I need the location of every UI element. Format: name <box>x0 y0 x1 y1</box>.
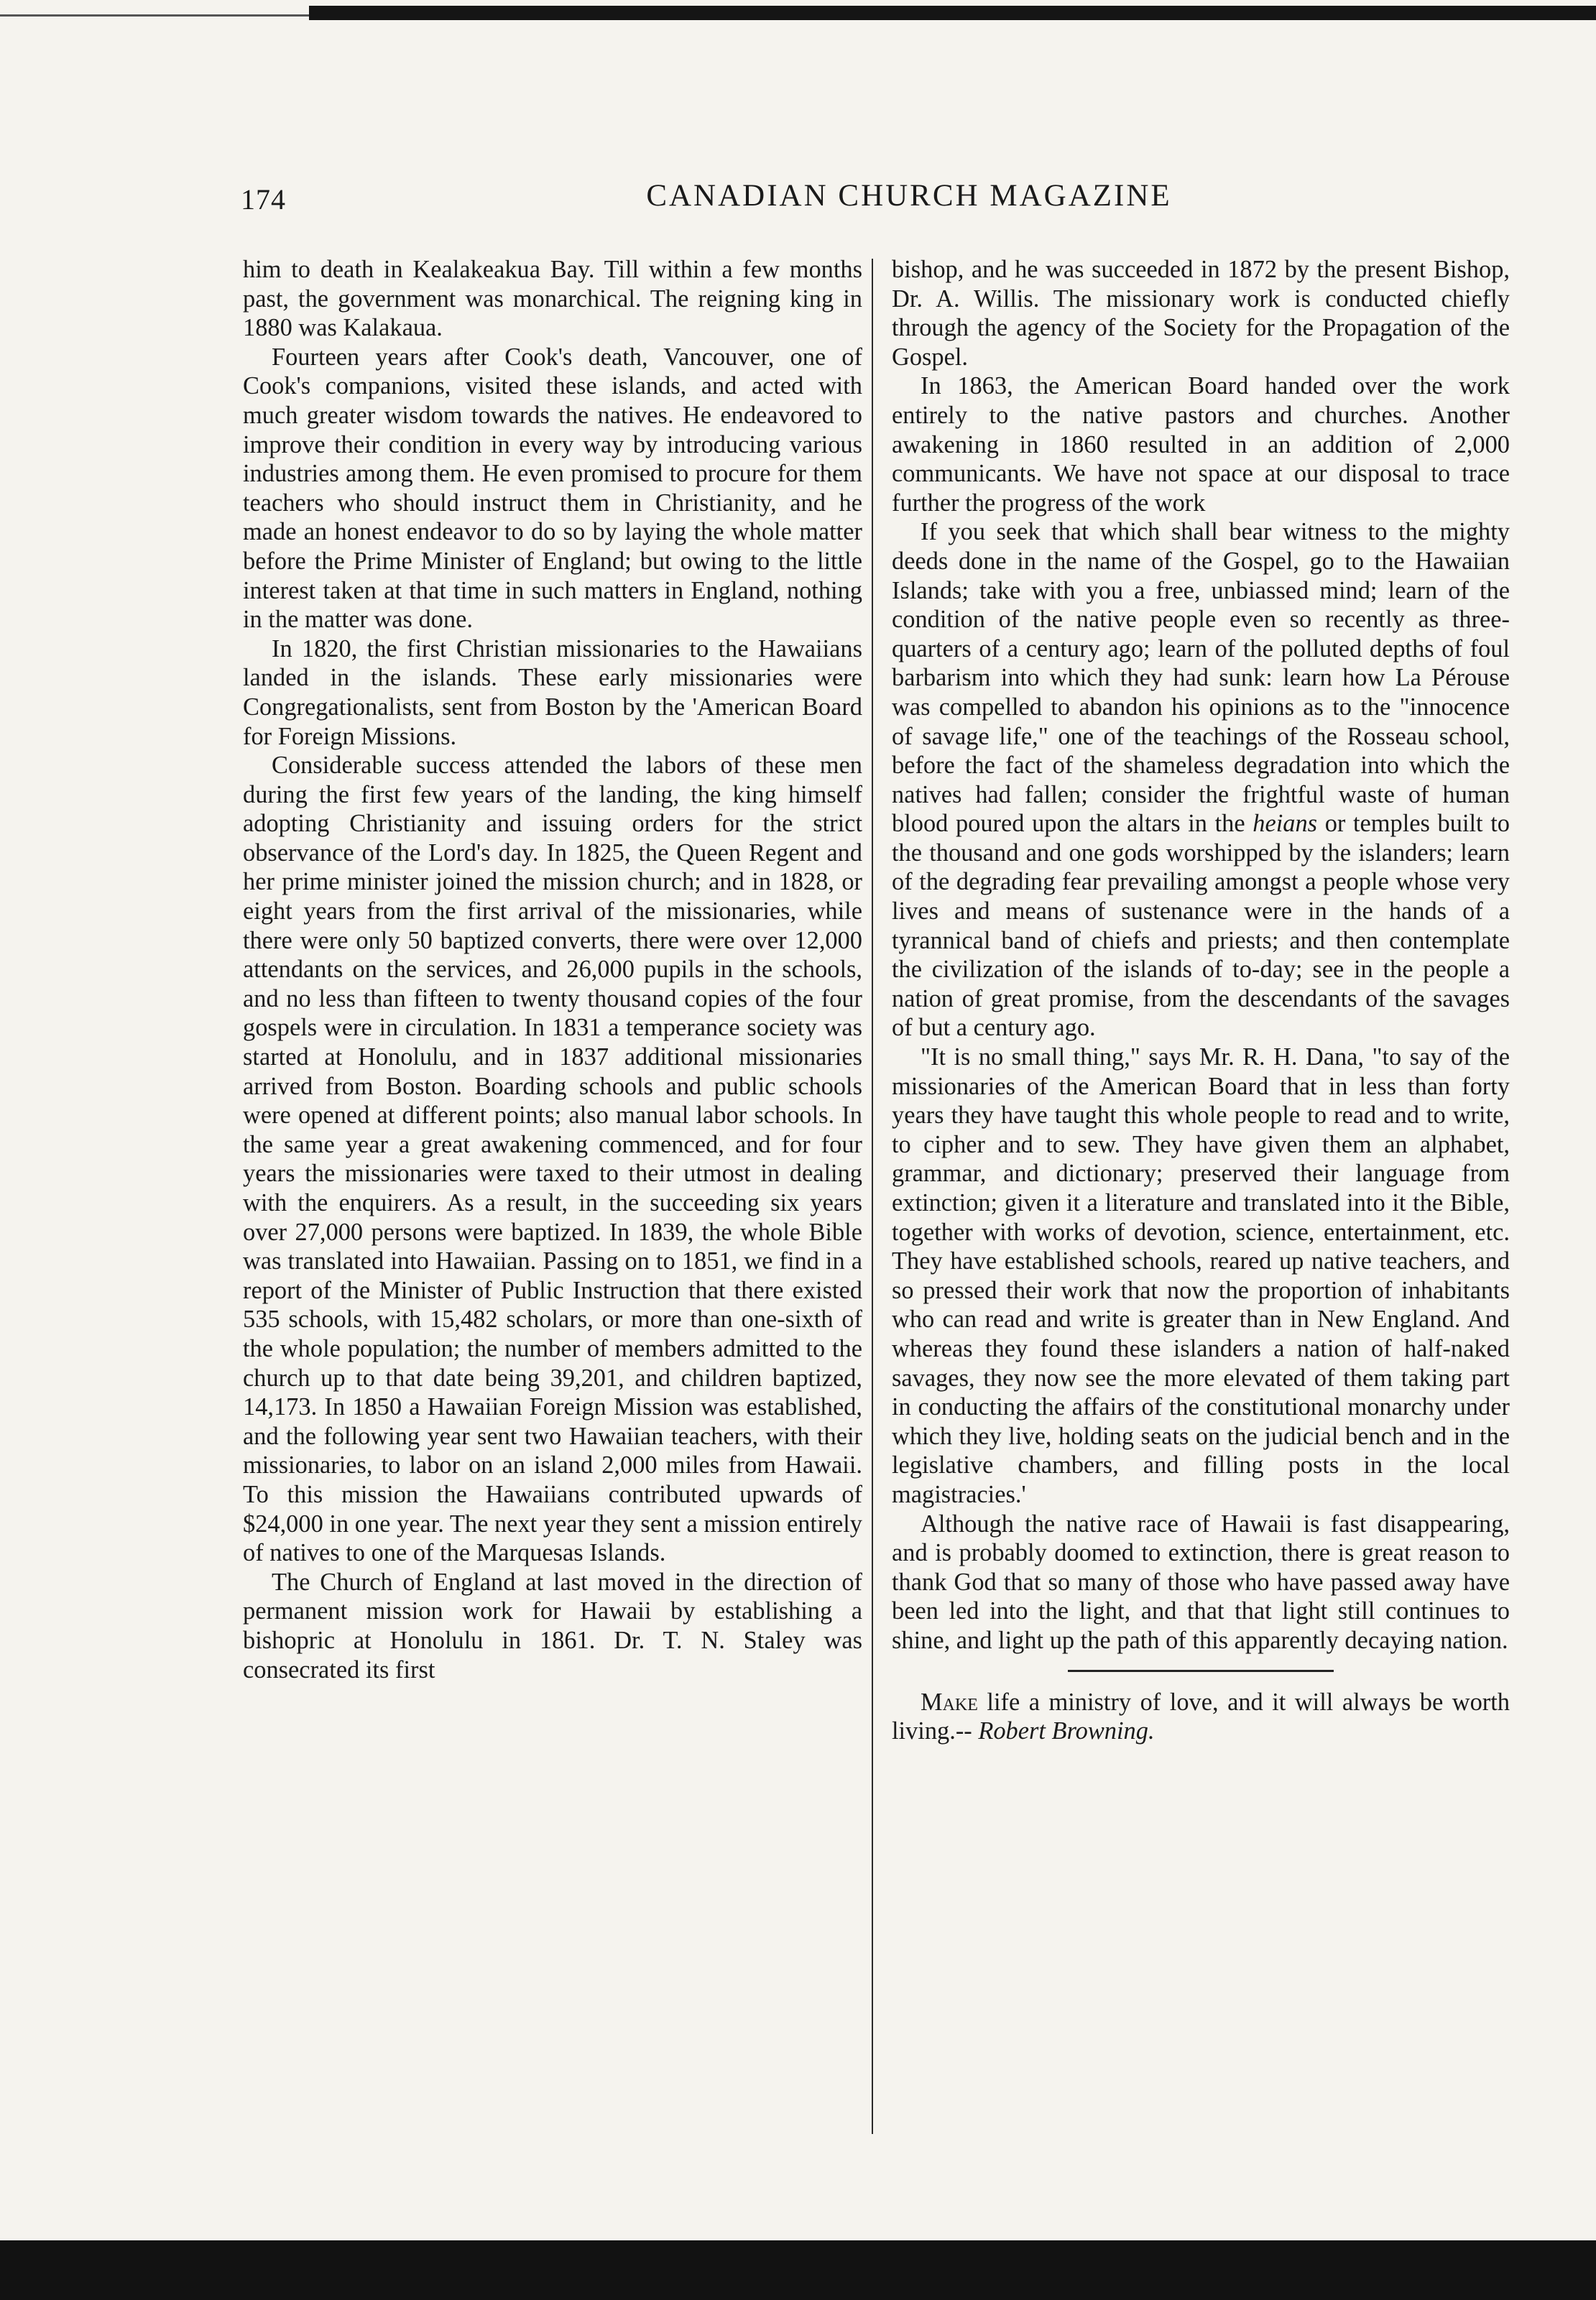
column-divider <box>872 259 873 2134</box>
paragraph: The Church of England at last moved in the direction of permanent mission work for Hawaii by establishing a bishopric at Honolulu in 1861. Dr. T. N. Staley was consecrated its first <box>243 1568 862 1684</box>
paragraph: Considerable success attended the labors of these men during the first few years of the landing, the king himself adopting Christianity and issuing orders for the strict observance of the Lord's day. In 1825, the Queen Regent and her prime minister joined the mission church; and in 1828, or eight years from the first arrival of the missionaries, while there were only 50 baptized converts, there were over 12,000 attendants on the services, and 26,000 pupils in the schools, and no less than fifteen to twenty thousand copies of the four gospels were in circulation. In 1831 a temperance society was started at Honolulu, and in 1837 additional missionaries arrived from Boston. Boarding schools and public schools were opened at different points; also manual labor schools. In the same year a great awakening commenced, and for four years the missionaries were taxed to their utmost in dealing with the enquirers. As a result, in the succeeding six years over 27,000 persons were baptized. In 1839, the whole Bible was translated into Hawaiian. Passing on to 1851, we find in a report of the Minister of Public Instruction that there existed 535 schools, with 15,482 scholars, or more than one-sixth of the whole population; the number of members admitted to the church up to that date being 39,201, and children baptized, 14,173. In 1850 a Hawaiian Foreign Mission was established, and the following year sent two Hawaiian teachers, with their missionaries, to labor on an island 2,000 miles from Hawaii. To this mission the Hawaiians contributed upwards of $24,000 in one year. The next year they sent a mission entirely of natives to one of the Marquesas Islands. <box>243 752 862 1567</box>
right-column <box>892 255 1510 1746</box>
paragraph: Although the native race of Hawaii is fast disappearing, and is probably doomed to extinction, there is great reason to thank God that so many of those who have passed away have been led into the light, and that that light still continues to shine, and light up the path of this apparently decaying nation. <box>892 1510 1510 1654</box>
top-border-rule <box>309 6 1596 20</box>
quotation-paragraph: "It is no small thing," says Mr. R. H. Dana, "to say of the missionaries of the American Board that in less than forty years they have taught this whole people to read and to write, to cipher and to sew. They have given them an alphabet, grammar, and dictionary; preserved their language from extinction; given it a literature and translated into it the Bible, together with works of devotion, science, entertainment, etc. They have established schools, reared up native teachers, and so pressed their work that now the proportion of inhabitants who can read and write is greater than in New England. And whereas they found these islanders a nation of half-naked savages, they now see the more elevated of them taking part in conducting the affairs of the constitutional monarchy under which they live, holding seats on the judicial bench and in the legislative chambers, and filling posts in the local magistracies.' <box>892 1043 1510 1508</box>
paragraph-text: or temples built to the thousand and one gods worshipped by the islanders; learn of the degrading fear prevailing amongst a people whose very lives and means of sustenance were in the hands of a tyrannical band of chiefs and priests; and then contemplate the civilization of the islands of to-day; see in the people a nation of great promise, from the descendants of the savages of but a century ago. <box>892 810 1510 1042</box>
epigram-author: Robert Browning. <box>978 1717 1155 1745</box>
paragraph: him to death in Kealakeakua Bay. Till within a few months past, the government was monarchical. The reigning king in 1880 was Kalakaua. <box>243 256 862 342</box>
epigram-body: life a ministry of love, and it will always be worth living.-- <box>892 1688 1510 1745</box>
paragraph: Fourteen years after Cook's death, Vancouver, one of Cook's companions, visited these islands, and acted with much greater wisdom towards the natives. He endeavored to improve their condition in every way by introducing various industries among them. He even promised to procure for them teachers who should instruct them in Christianity, and he made an honest endeavor to do so by laying the whole matter before the Prime Minister of England; but owing to the little interest taken at that time in such matters in England, nothing in the matter was done. <box>243 343 862 634</box>
paragraph <box>892 517 1510 1043</box>
italic-term: heians <box>1253 810 1318 838</box>
left-column <box>243 255 862 1684</box>
epigram <box>892 1688 1510 1746</box>
paragraph: In 1863, the American Board handed over the work entirely to the native pastors and churches. Another awakening in 1860 resulted in an addition of 2,000 communicants. We have not space at our disposal to trace further the progress of the work <box>892 372 1510 517</box>
paragraph: bishop, and he was succeeded in 1872 by the present Bishop, Dr. A. Willis. The missionary work is conducted chiefly through the agency of the Society for the Propagation of the Gospel. <box>892 256 1510 371</box>
page-title: CANADIAN CHURCH MAGAZINE <box>646 179 1172 213</box>
page-header <box>241 178 1577 228</box>
epigram-lead: Make <box>921 1688 978 1716</box>
top-thin-rule <box>0 14 309 17</box>
paragraph: In 1820, the first Christian missionaries to the Hawaiians landed in the islands. These early missionaries were Congregationalists, sent from Boston by the 'American Board for Foreign Missions. <box>243 634 862 750</box>
page-number: 174 <box>241 183 286 216</box>
bottom-border-band <box>0 2240 1596 2300</box>
paragraph-text: If you seek that which shall bear witness to the mighty deeds done in the name of the Gospel, go to the Hawaiian Islands; take with you a free, unbiassed mind; learn of the condition of the native people even so recently as three-quarters of a century ago; learn of the polluted depths of foul barbarism into which they had sunk: learn how La Pérouse was compelled to abandon his opinions as to the "innocence of savage life," one of the teachings of the Rosseau school, before the fact of the shameless degradation into which the natives had fallen; consider the frightful waste of human blood poured upon the altars in the <box>892 518 1510 838</box>
section-rule <box>1068 1670 1334 1672</box>
